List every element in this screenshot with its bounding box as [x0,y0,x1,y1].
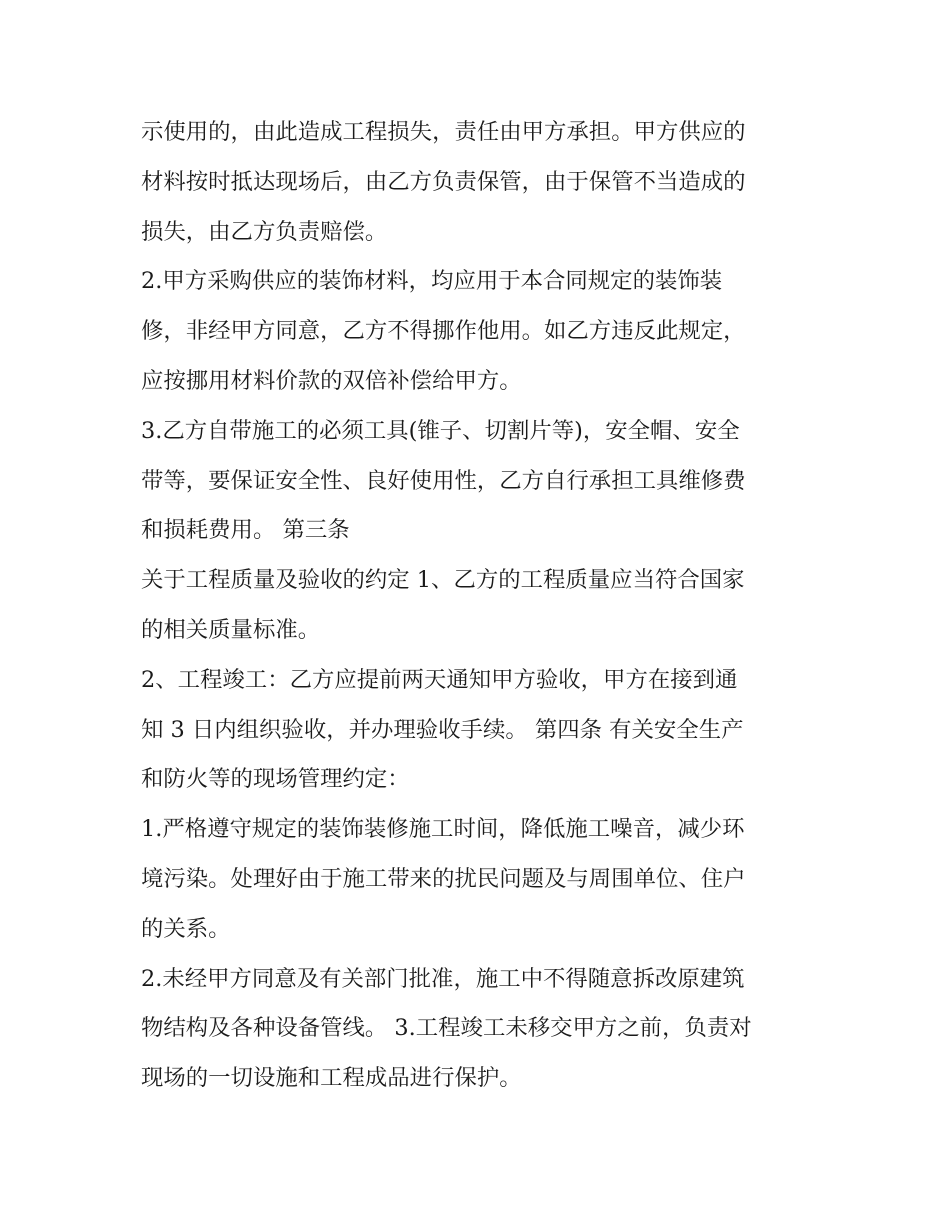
text-line: 示使用的，由此造成工程损失，责任由甲方承担。甲方供应的 [141,119,746,145]
text-line: 3.乙方自带施工的必须工具(锥子、切割片等)，安全帽、安全 [141,417,740,444]
text-line: 现场的一切设施和工程成品进行保护。 [141,1065,522,1092]
text-line: 的关系。 [141,915,231,942]
text-line: 物结构及各种设备管线。 3.工程竣工未移交甲方之前，负责对 [141,1015,752,1042]
text-line: 应按挪用材料价款的双倍补偿给甲方。 [141,367,522,394]
text-line: 和防火等的现场管理约定： [141,766,410,793]
text-line: 修，非经甲方同意，乙方不得挪作他用。如乙方违反此规定， [141,318,746,345]
text-line: 1.严格遵守规定的装饰装修施工时间，降低施工噪音，减少环 [141,816,745,843]
text-line: 和损耗费用。 第三条 [141,517,350,544]
text-line: 2.甲方采购供应的装饰材料，均应用于本合同规定的装饰装 [141,268,723,295]
text-line: 材料按时抵达现场后，由乙方负责保管，由于保管不当造成的 [141,168,746,195]
text-line: 损失，由乙方负责赔偿。 [141,218,388,245]
text-line: 知 3 日内组织验收，并办理验收手续。 第四条 有关安全生产 [141,716,744,743]
text-line: 2、工程竣工：乙方应提前两天通知甲方验收，甲方在接到通 [141,666,738,693]
text-line: 境污染。处理好由于施工带来的扰民问题及与周围单位、住户 [141,865,746,892]
text-line: 的相关质量标准。 [141,616,321,643]
text-line: 关于工程质量及验收的约定 1、乙方的工程质量应当符合国家 [141,567,745,594]
contract-body-text [141,108,816,1104]
text-line: 2.未经甲方同意及有关部门批准，施工中不得随意拆改原建筑 [141,965,745,992]
text-line: 带等，要保证安全性、良好使用性，乙方自行承担工具维修费 [141,467,746,494]
